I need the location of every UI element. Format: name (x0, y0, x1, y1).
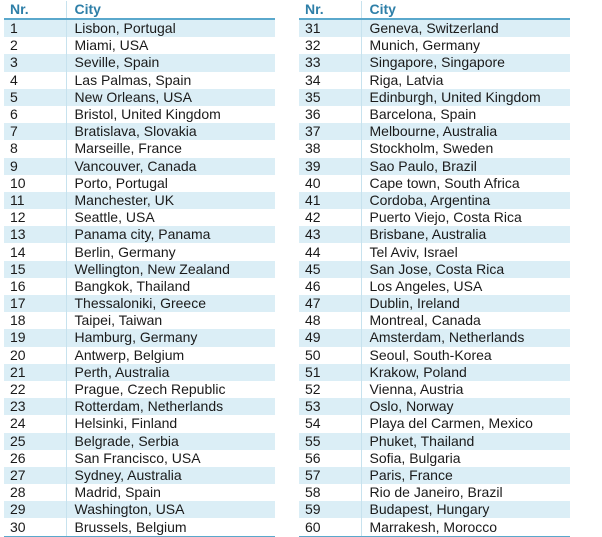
city-cell: Riga, Latvia (361, 72, 570, 89)
rank-cell: 39 (299, 158, 361, 175)
table-row (299, 192, 570, 209)
rank-cell: 41 (299, 192, 361, 209)
table-row (299, 209, 570, 226)
rank-cell: 57 (299, 467, 361, 484)
table-row (299, 261, 570, 278)
city-cell: Oslo, Norway (361, 398, 570, 415)
column-header-city: City (361, 1, 570, 19)
city-cell: Taipei, Taiwan (66, 312, 275, 329)
city-cell: Seville, Spain (66, 54, 275, 71)
city-cell: Hamburg, Germany (66, 329, 275, 346)
table-row (299, 37, 570, 54)
rank-cell: 38 (299, 140, 361, 157)
rank-cell: 12 (4, 209, 66, 226)
rank-cell: 10 (4, 175, 66, 192)
table-row (4, 37, 275, 54)
rank-cell: 27 (4, 467, 66, 484)
city-cell: Marseille, France (66, 140, 275, 157)
city-cell: Belgrade, Serbia (66, 433, 275, 450)
rank-cell: 59 (299, 501, 361, 518)
rank-cell: 52 (299, 381, 361, 398)
rank-cell: 26 (4, 450, 66, 467)
table-row (4, 415, 275, 432)
column-header-city: City (66, 1, 275, 19)
table-row (4, 347, 275, 364)
rank-cell: 13 (4, 226, 66, 243)
table-row (4, 106, 275, 123)
rank-cell: 44 (299, 243, 361, 260)
table-row (299, 54, 570, 71)
table-row (4, 72, 275, 89)
city-cell: Brussels, Belgium (66, 518, 275, 536)
column-header-nr: Nr. (299, 1, 361, 19)
rank-cell: 48 (299, 312, 361, 329)
rank-cell: 54 (299, 415, 361, 432)
city-cell: San Francisco, USA (66, 450, 275, 467)
table-row (4, 398, 275, 415)
table-row (299, 450, 570, 467)
city-cell: Lisbon, Portugal (66, 19, 275, 37)
city-cell: Geneva, Switzerland (361, 19, 570, 37)
rank-cell: 19 (4, 329, 66, 346)
table-header-row (4, 1, 275, 19)
table-row (299, 226, 570, 243)
table-row (299, 72, 570, 89)
city-cell: Krakow, Poland (361, 364, 570, 381)
table-row (4, 467, 275, 484)
rank-cell: 34 (299, 72, 361, 89)
rank-cell: 29 (4, 501, 66, 518)
table-row (299, 484, 570, 501)
city-cell: Antwerp, Belgium (66, 347, 275, 364)
city-cell: New Orleans, USA (66, 89, 275, 106)
rank-cell: 6 (4, 106, 66, 123)
table-row (4, 381, 275, 398)
city-cell: Edinburgh, United Kingdom (361, 89, 570, 106)
city-cell: Berlin, Germany (66, 243, 275, 260)
city-cell: Paris, France (361, 467, 570, 484)
rank-cell: 16 (4, 278, 66, 295)
city-cell: Prague, Czech Republic (66, 381, 275, 398)
city-cell: Porto, Portugal (66, 175, 275, 192)
city-cell: Madrid, Spain (66, 484, 275, 501)
rank-cell: 42 (299, 209, 361, 226)
rank-cell: 30 (4, 518, 66, 536)
table-row (299, 278, 570, 295)
rank-cell: 9 (4, 158, 66, 175)
table-row (299, 140, 570, 157)
table-row (299, 243, 570, 260)
city-cell: Manchester, UK (66, 192, 275, 209)
rank-cell: 45 (299, 261, 361, 278)
table-row (299, 518, 570, 536)
city-cell: Marrakesh, Morocco (361, 518, 570, 536)
city-cell: Wellington, New Zealand (66, 261, 275, 278)
rank-cell: 11 (4, 192, 66, 209)
rank-cell: 23 (4, 398, 66, 415)
rank-cell: 50 (299, 347, 361, 364)
table-row (4, 89, 275, 106)
city-cell: Bangkok, Thailand (66, 278, 275, 295)
city-cell: Stockholm, Sweden (361, 140, 570, 157)
table-row (299, 19, 570, 37)
rank-cell: 2 (4, 37, 66, 54)
city-cell: Seoul, South-Korea (361, 347, 570, 364)
rank-cell: 60 (299, 518, 361, 536)
table-row (4, 123, 275, 140)
rank-cell: 4 (4, 72, 66, 89)
column-header-nr: Nr. (4, 1, 66, 19)
rank-cell: 24 (4, 415, 66, 432)
table-row (299, 501, 570, 518)
table-row (4, 364, 275, 381)
rank-cell: 46 (299, 278, 361, 295)
table-row (299, 381, 570, 398)
city-cell: Barcelona, Spain (361, 106, 570, 123)
city-cell: Singapore, Singapore (361, 54, 570, 71)
table-row (4, 158, 275, 175)
city-cell: Sao Paulo, Brazil (361, 158, 570, 175)
table-row (4, 484, 275, 501)
rank-cell: 21 (4, 364, 66, 381)
city-cell: Rio de Janeiro, Brazil (361, 484, 570, 501)
table-row (299, 364, 570, 381)
table-row (4, 433, 275, 450)
rank-cell: 47 (299, 295, 361, 312)
rank-cell: 25 (4, 433, 66, 450)
city-cell: Vienna, Austria (361, 381, 570, 398)
table-row (4, 329, 275, 346)
city-cell: Amsterdam, Netherlands (361, 329, 570, 346)
city-cell: Tel Aviv, Israel (361, 243, 570, 260)
table-row (4, 295, 275, 312)
table-row (299, 347, 570, 364)
table-row (299, 433, 570, 450)
city-cell: Los Angeles, USA (361, 278, 570, 295)
rank-cell: 43 (299, 226, 361, 243)
city-cell: Cordoba, Argentina (361, 192, 570, 209)
table-row (4, 54, 275, 71)
table-row (4, 192, 275, 209)
rank-cell: 32 (299, 37, 361, 54)
rank-cell: 28 (4, 484, 66, 501)
rank-cell: 58 (299, 484, 361, 501)
table-row (299, 467, 570, 484)
table-row (299, 312, 570, 329)
rank-cell: 17 (4, 295, 66, 312)
table-row (299, 106, 570, 123)
rank-cell: 40 (299, 175, 361, 192)
city-cell: Seattle, USA (66, 209, 275, 226)
table-row (4, 278, 275, 295)
city-cell: Sydney, Australia (66, 467, 275, 484)
city-cell: San Jose, Costa Rica (361, 261, 570, 278)
city-cell: Melbourne, Australia (361, 123, 570, 140)
table-row (299, 175, 570, 192)
city-cell: Washington, USA (66, 501, 275, 518)
city-cell: Bristol, United Kingdom (66, 106, 275, 123)
rank-cell: 3 (4, 54, 66, 71)
table-row (299, 295, 570, 312)
rank-cell: 35 (299, 89, 361, 106)
rank-cell: 31 (299, 19, 361, 37)
city-cell: Bratislava, Slovakia (66, 123, 275, 140)
city-cell: Dublin, Ireland (361, 295, 570, 312)
table-row (4, 19, 275, 37)
table-row (4, 501, 275, 518)
rank-cell: 7 (4, 123, 66, 140)
table-row (299, 89, 570, 106)
city-cell: Playa del Carmen, Mexico (361, 415, 570, 432)
city-cell: Puerto Viejo, Costa Rica (361, 209, 570, 226)
city-cell: Helsinki, Finland (66, 415, 275, 432)
city-cell: Perth, Australia (66, 364, 275, 381)
table-row (299, 158, 570, 175)
city-ranking-table-right (299, 1, 570, 537)
table-row (299, 123, 570, 140)
rank-cell: 15 (4, 261, 66, 278)
city-ranking-table-left (4, 1, 275, 537)
rank-cell: 37 (299, 123, 361, 140)
table-row (4, 312, 275, 329)
rank-cell: 1 (4, 19, 66, 37)
city-cell: Miami, USA (66, 37, 275, 54)
table-row (4, 226, 275, 243)
city-cell: Las Palmas, Spain (66, 72, 275, 89)
table-row (4, 450, 275, 467)
rank-cell: 5 (4, 89, 66, 106)
rank-cell: 36 (299, 106, 361, 123)
rank-cell: 18 (4, 312, 66, 329)
table-row (4, 209, 275, 226)
rank-cell: 8 (4, 140, 66, 157)
rank-cell: 22 (4, 381, 66, 398)
city-cell: Panama city, Panama (66, 226, 275, 243)
rank-cell: 55 (299, 433, 361, 450)
table-row (4, 518, 275, 536)
city-cell: Budapest, Hungary (361, 501, 570, 518)
table-header-row (299, 1, 570, 19)
city-cell: Rotterdam, Netherlands (66, 398, 275, 415)
city-cell: Brisbane, Australia (361, 226, 570, 243)
rank-cell: 51 (299, 364, 361, 381)
rank-cell: 56 (299, 450, 361, 467)
rank-cell: 33 (299, 54, 361, 71)
rank-cell: 14 (4, 243, 66, 260)
city-cell: Thessaloniki, Greece (66, 295, 275, 312)
table-row (299, 398, 570, 415)
table-row (4, 140, 275, 157)
city-cell: Vancouver, Canada (66, 158, 275, 175)
rank-cell: 49 (299, 329, 361, 346)
table-row (4, 243, 275, 260)
table-body-right (299, 19, 570, 536)
table-row (4, 175, 275, 192)
table-body-left (4, 19, 275, 536)
table-row (299, 329, 570, 346)
city-cell: Phuket, Thailand (361, 433, 570, 450)
city-cell: Cape town, South Africa (361, 175, 570, 192)
city-cell: Sofia, Bulgaria (361, 450, 570, 467)
table-row (4, 261, 275, 278)
rank-cell: 20 (4, 347, 66, 364)
city-cell: Munich, Germany (361, 37, 570, 54)
city-cell: Montreal, Canada (361, 312, 570, 329)
rank-cell: 53 (299, 398, 361, 415)
table-row (299, 415, 570, 432)
